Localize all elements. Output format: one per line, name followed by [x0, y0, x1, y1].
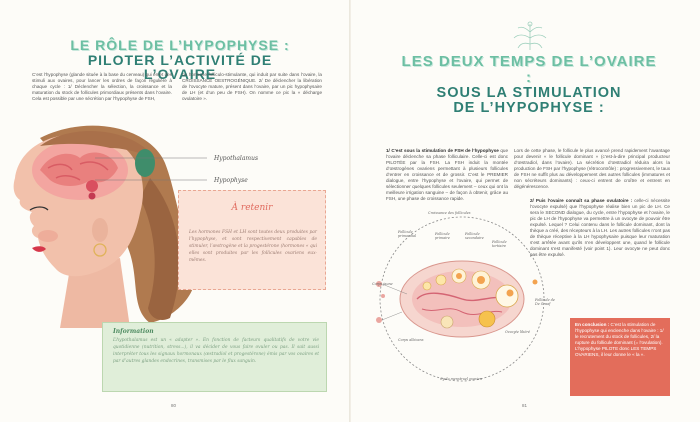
- cycle-label-f1: Follicule primordial: [398, 230, 417, 238]
- label-hypothalamus: Hypothalamus: [214, 155, 259, 162]
- flower-ornament-icon: [510, 20, 550, 54]
- left-title-line2: PILOTER L’ACTIVITÉ DE L’OVAIRE: [87, 51, 273, 83]
- conclusion-lead: En conclusion :: [575, 322, 610, 327]
- cycle-label-f4: Follicule tertiaire: [492, 240, 507, 248]
- ovarian-cycle-diagram: [367, 204, 567, 384]
- retenir-title: À retenir: [231, 203, 273, 213]
- left-title-line1: LE RÔLE DE L’HYPOPHYSE :: [70, 37, 290, 53]
- right-column-3-text: celle-ci nécessite l’ovocyte expulsé) que l’hypophyse réalise bien un pic de LH. Ce sera le SECOND dialogue, du cycle, entre l’hypophyse et l’ovaire, le pic de LH de l’hypophyse va permettre à un ovocyte de pouvoir être expulsé. Lequel ? Celui contenu dans le follicule dominant, dont la thèque a créé, des récepteurs à la LH. Les autres follicules n’ont pas de thèque réceptive à la LH hypophysaire puisque leur maturation s’est arrêtée avant qu’ils n’en développent une, quand le follicule dominant s’est manifesté (voir point 1). Leur ovocyte ne peut donc pas être expulsé.: [530, 198, 670, 257]
- retenir-box: [178, 190, 326, 290]
- information-box: [102, 322, 327, 392]
- retenir-text: Les hormones FSH et LH sont toutes deux produites par l’hypophyse, et sont respectivement capables de stimuler, l’œstrogène et la progestérone (hormones « qui elles sont produites par les follicules ovariens eux-mêmes.: [189, 230, 317, 263]
- cycle-label-corps-jaune: Corps jaune: [372, 282, 393, 286]
- right-column-1-text: que l’ovaire déclenche sa phase folliculaire. Celle-ci est donc PILOTÉE par la FSH. La FSH induit la montée d’œstrogènes ovariens permettant à plusieurs follicules d’entrer en croissance et de grossir. C’est le PREMIER dialogue, entre l’hypophyse et l’ovaire, qui permet de sélectionner quelques follicules seulement – ceux qui ont la meilleure irrigation sanguine – de façon à obtenir, grâce au FSH, une phase de croissance rapide.: [386, 148, 508, 201]
- label-leader-lines: [95, 150, 215, 190]
- left-column-1: C’est l’hypophyse (glande située à la base du cerveau) qui émet des stimuli aux ovaires, pour lancer les ordres de façon régulière à chaque cycle : 1/ Déclencher la sélection, la croissance et la maturation du stock de follicules primordiaux présents dans l’ovaire. Cela est possible par une sécrétion par l’hypophyse de FSH,: [32, 72, 172, 101]
- information-text: L’hypothalamus est un « adapter ». En fonction de facteurs qualitatifs de votre vie quotidienne (nutrition, stress...), il va décider de vous faire ovuler ou pas. Il sait aussi interpréter tous les signaux hormonaux (œstradiol et progestérone) émis par vos ovaires et par d’autres glandes endocrines, transmises par le flux sanguin.: [113, 338, 319, 364]
- right-page-title: [398, 54, 660, 116]
- page-number-right: 81: [522, 403, 528, 408]
- label-hypophyse: Hypophyse: [214, 177, 248, 184]
- right-title-line3: DE L’HYPOPHYSE :: [453, 99, 605, 116]
- cycle-label-corpus: Corps albicans: [398, 338, 424, 342]
- cycle-label-bottom: Cycle menstruel ovarien: [440, 377, 482, 381]
- cycle-label-f3: Follicule secondaire: [465, 232, 484, 240]
- right-column-1: [386, 148, 508, 202]
- right-column-1-lead: 1/ C’est sous la stimulation de FSH de l’hypophyse: [386, 148, 499, 153]
- information-title: Information: [113, 328, 154, 335]
- conclusion-text: C’est la stimulation de l’hypophyse qui enclenche dans l’ovaire : 1/ le recrutement du stock de follicules, 2/ la rupture du follicule dominant (= l’ovulation). L’hypophyse PILOTE donc LES TEMPS OVARIENS, il leur donne le « la ».: [575, 322, 664, 357]
- conclusion-box: [570, 318, 670, 396]
- right-column-3-lead: 2/ Puis l’ovaire connaît sa phase ovulatoire :: [530, 198, 633, 203]
- right-title-line2: SOUS LA STIMULATION: [436, 84, 622, 101]
- cycle-label-top: Croissance des follicules: [428, 211, 471, 215]
- cycle-label-ovulation: Ovocyte libéré: [505, 330, 530, 334]
- cycle-label-f5: Follicule de De Graaf: [535, 298, 555, 306]
- page-number-left: 80: [171, 403, 177, 408]
- left-column-2: ou hormone folliculo-stimulante, qui induit par suite dans l’ovaire, la CROISSANCE OESTROGÉNIQUE. 2/ De déclencher la libération de l’ovocyte mature, présent dans l’ovaire, par un pic hypophysaire de LH (et d’un peu de FSH). On nomme ce pic la « décharge ovulatoire ».: [182, 72, 322, 101]
- right-title-line1: LES DEUX TEMPS DE L’OVAIRE :: [401, 53, 657, 86]
- right-column-2: Lors de cette phase, le follicule le plus avancé prend rapidement l’avantage pour devenir « le follicule dominant » (c’est-à-dire principal producteur d’œstradiol, dans l’ovaire). La sécrétion d’œstradiol réduira alors la production de FSH par l’hypophyse (rétrocontrôle) : progressivement, le taux de FSH ne suffit plus au développement des autres follicules (immatures et non sécréteurs dominants) : ceux-ci entrent de croître et entrent en dégénérescence.: [514, 148, 670, 189]
- cycle-label-f2: Follicule primaire: [435, 232, 450, 240]
